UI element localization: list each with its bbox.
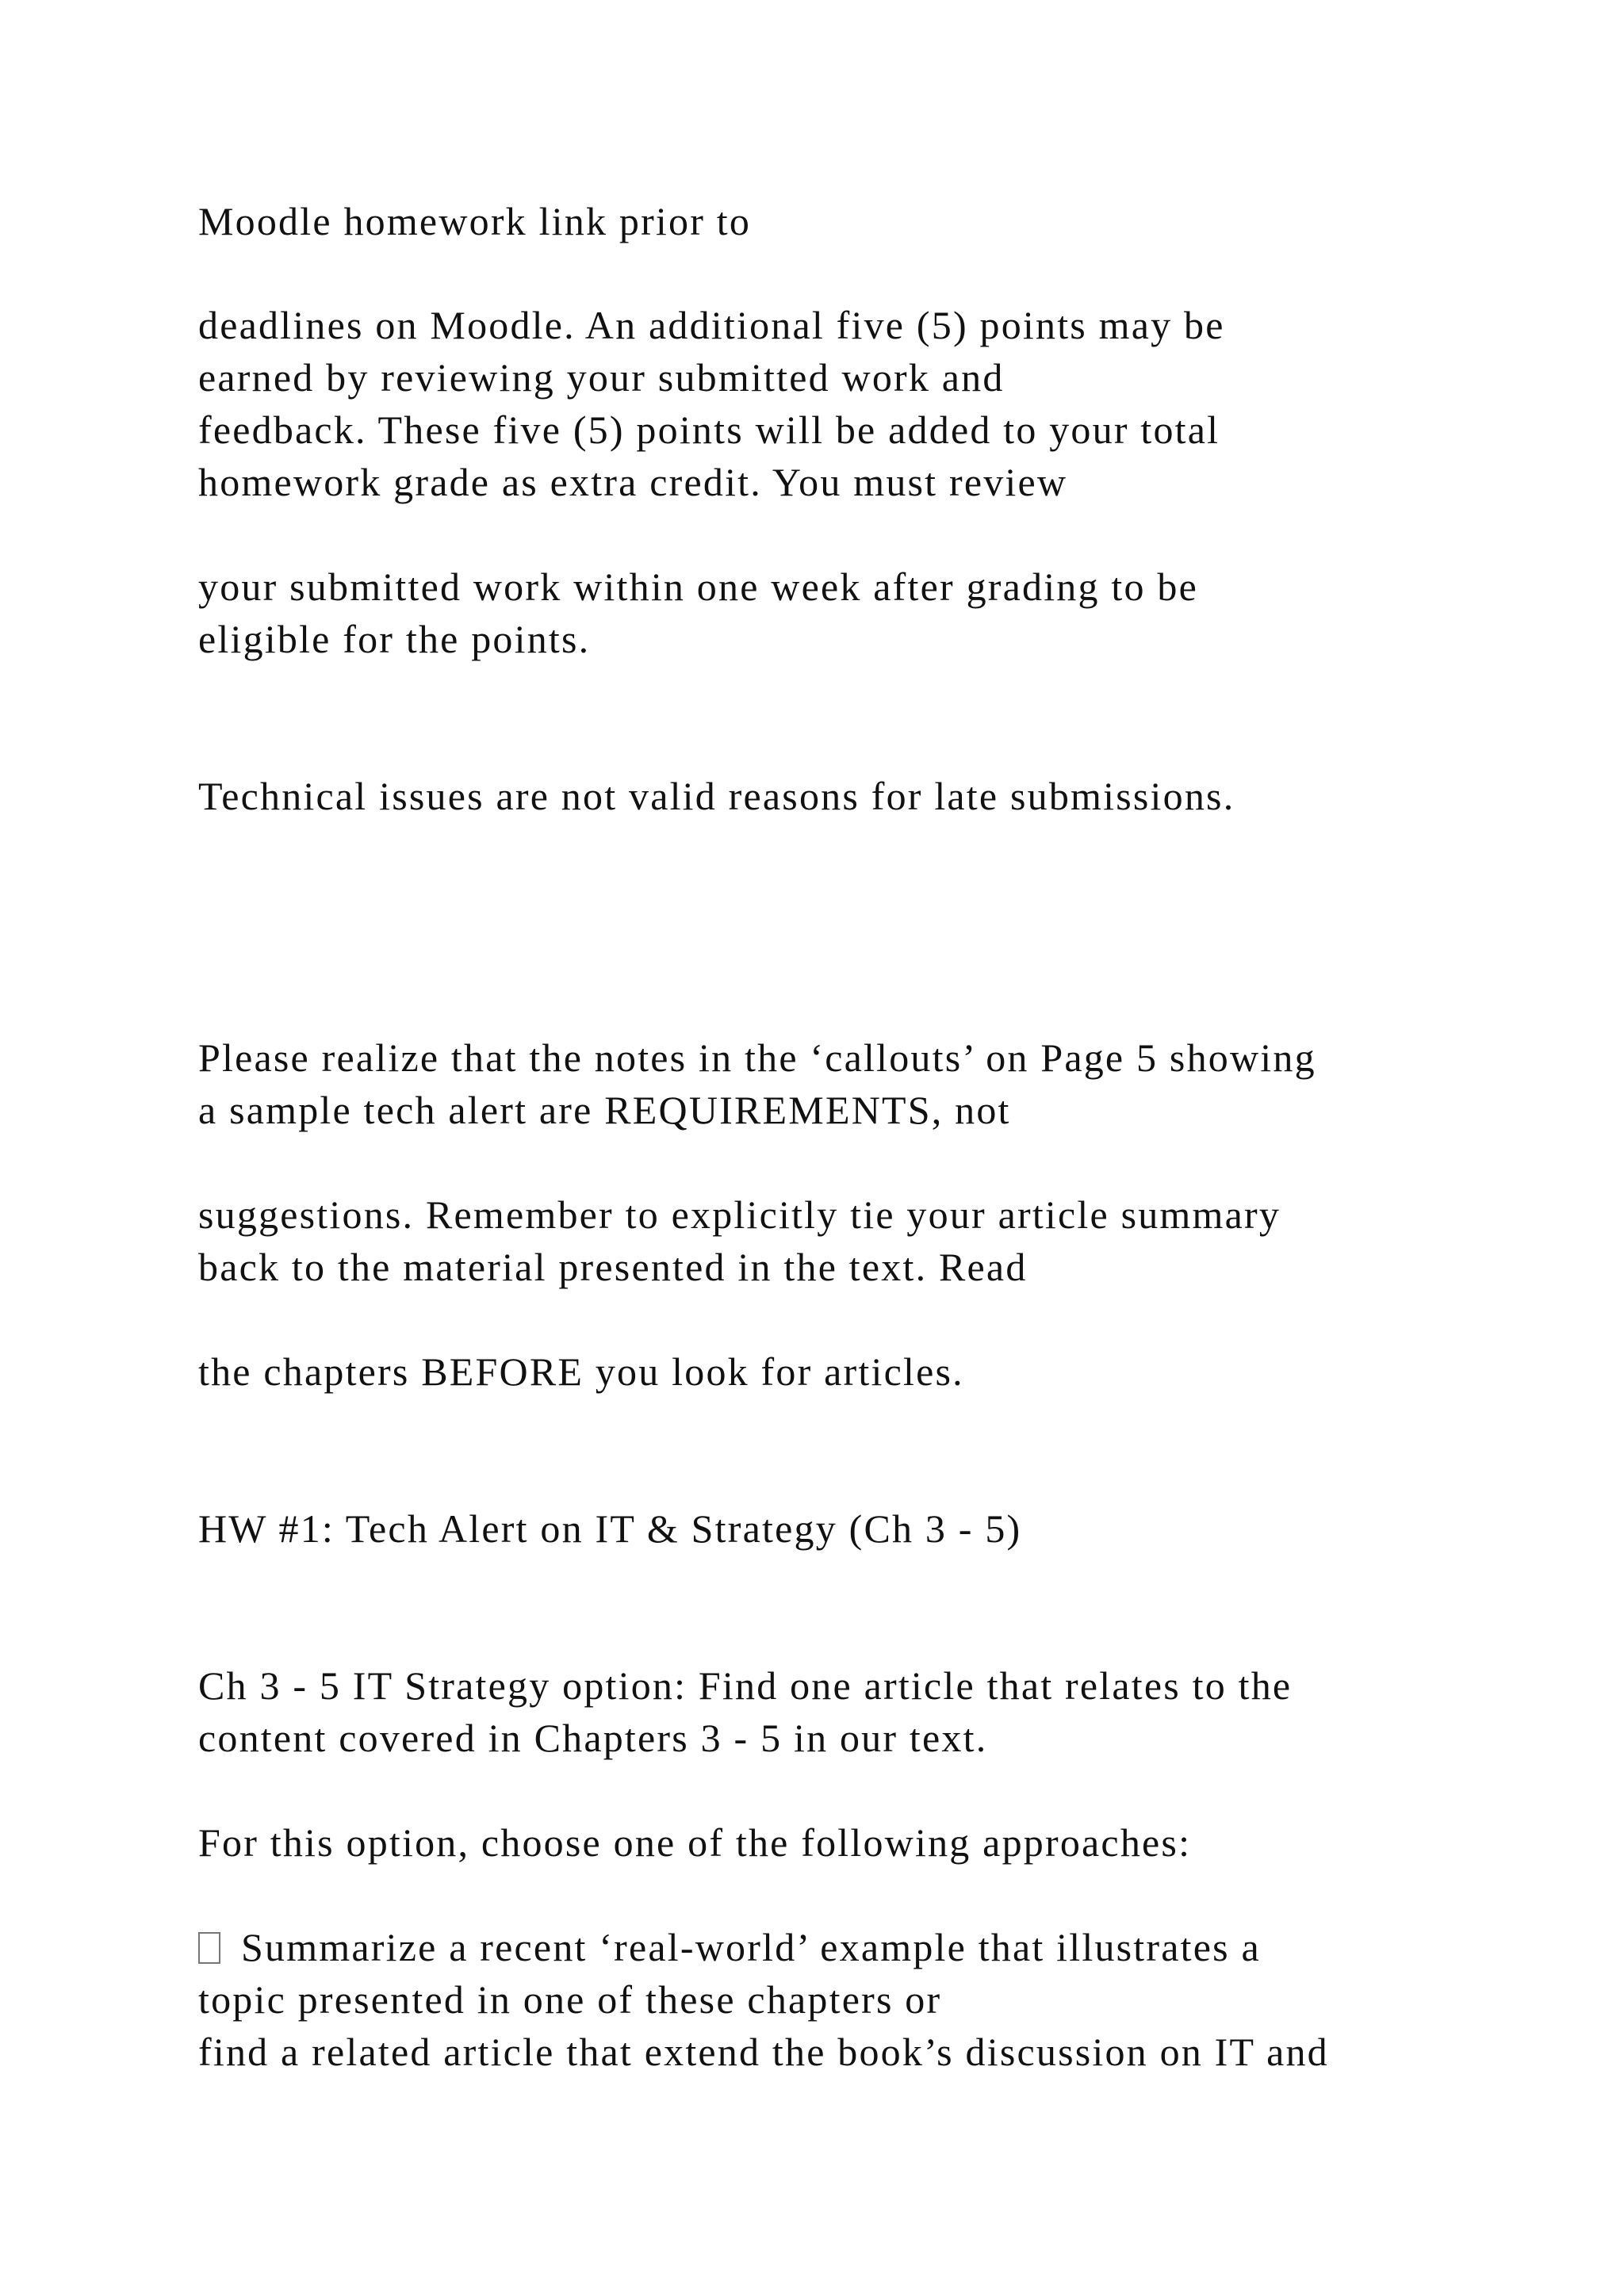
text-line: back to the material presented in the text. Read <box>198 1245 1028 1289</box>
bullet-text: Summarize a recent ‘real-world’ example that illustrates a <box>241 1925 1261 1969</box>
text-line: suggestions. Remember to explicitly tie your article summary <box>198 1192 1281 1237</box>
text-line: find a related article that extend the book’s discussion on IT and <box>198 2030 1329 2074</box>
text-line: Ch 3 - 5 IT Strategy option: Find one article that relates to the <box>198 1663 1293 1708</box>
text-line: Technical issues are not valid reasons for late submissions. <box>198 774 1235 818</box>
text-line: your submitted work within one week after grading to be <box>198 564 1198 609</box>
text-line: For this option, choose one of the following approaches: <box>198 1820 1192 1865</box>
text-line: earned by reviewing your submitted work and <box>198 355 1005 400</box>
heading-line: HW #1: Tech Alert on IT & Strategy (Ch 3 - 5) <box>198 1506 1022 1551</box>
text-line: feedback. These five (5) points will be added to your total <box>198 408 1220 452</box>
text-line: the chapters BEFORE you look for articles. <box>198 1349 964 1394</box>
text-line: topic presented in one of these chapters or <box>198 1977 942 2022</box>
text-line: deadlines on Moodle. An additional five (5) points may be <box>198 303 1225 347</box>
text-line: a sample tech alert are REQUIREMENTS, not <box>198 1088 1011 1132</box>
text-line: homework grade as extra credit. You must review <box>198 460 1068 504</box>
bullet-line <box>198 1927 1261 1967</box>
text-line: Please realize that the notes in the ‘callouts’ on Page 5 showing <box>198 1035 1316 1080</box>
text-line: content covered in Chapters 3 - 5 in our text. <box>198 1716 988 1760</box>
text-line: eligible for the points. <box>198 617 591 661</box>
missing-glyph-bullet-icon <box>198 1932 220 1964</box>
text-line: Moodle homework link prior to <box>198 199 752 243</box>
